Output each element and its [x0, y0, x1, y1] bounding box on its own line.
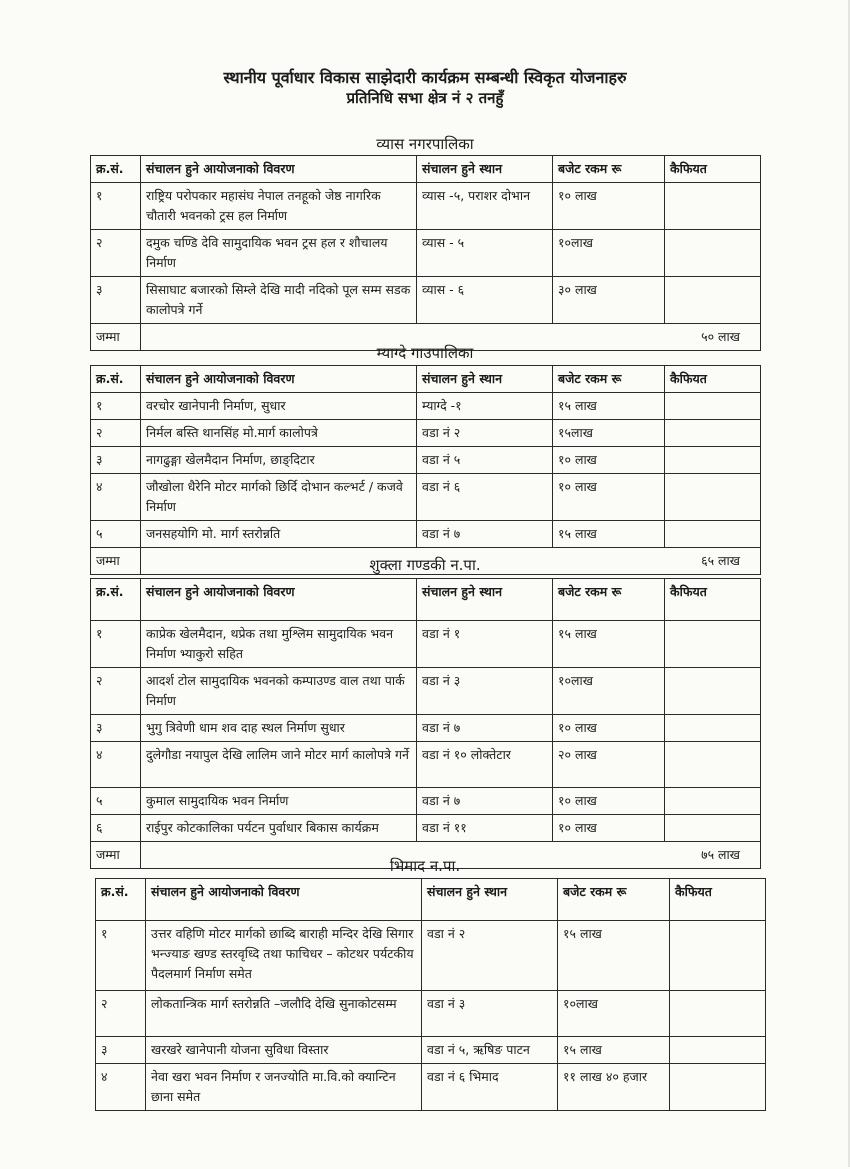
col-header-desc: संचालन हुने आयोजनाको विवरण [146, 879, 422, 921]
col-header-budget: बजेट रकम रू [553, 579, 665, 621]
total-label: जम्मा [91, 324, 141, 351]
table-row [91, 183, 761, 230]
cell-place: वडा नं २ [417, 420, 553, 447]
col-header-place: संचालन हुने स्थान [417, 156, 553, 183]
document-subtitle: प्रतिनिधि सभा क्षेत्र नं २ तनहुँ [346, 89, 504, 107]
cell-remarks [665, 420, 761, 447]
cell-budget: १० लाख [553, 715, 665, 742]
cell-desc: कुमाल सामुदायिक भवन निर्माण [141, 788, 417, 815]
document-title: स्थानीय पूर्वाधार विकास साझेदारी कार्यक्रम सम्बन्धी स्विकृत योजनाहरु [223, 68, 627, 87]
total-amount: ५० लाख [141, 324, 761, 351]
plan-table-shukla-gandaki [90, 578, 761, 869]
table-row [96, 1037, 766, 1064]
cell-desc: जौखोला धैरेनि मोटर मार्गको छिर्दि दोभान कल्भर्ट / कजवे निर्माण [141, 474, 417, 521]
cell-sn: २ [96, 991, 146, 1037]
table-row [96, 921, 766, 991]
cell-desc: दुलेगौडा नयापुल देखि लालिम जाने मोटर मार्ग कालोपत्रे गर्ने [141, 742, 417, 788]
col-header-budget: बजेट रकम रू [553, 366, 665, 393]
cell-place: वडा नं ३ [422, 991, 558, 1037]
col-header-sn: क्र.सं. [91, 579, 141, 621]
table-row [91, 420, 761, 447]
col-header-sn: क्र.सं. [91, 366, 141, 393]
cell-desc: दमुक चण्डि देवि सामुदायिक भवन ट्रस हल र शौचालय निर्माण [141, 230, 417, 277]
cell-place: वडा नं ६ भिमाद [422, 1064, 558, 1111]
cell-sn: २ [91, 420, 141, 447]
col-header-place: संचालन हुने स्थान [417, 366, 553, 393]
cell-sn: १ [91, 183, 141, 230]
table-row [91, 668, 761, 715]
cell-remarks [665, 474, 761, 521]
table-row [91, 277, 761, 324]
cell-place: वडा नं १० लोक्तेटार [417, 742, 553, 788]
cell-remarks [665, 815, 761, 842]
plan-table-vyas [90, 155, 761, 351]
cell-place: म्याग्दे -१ [417, 393, 553, 420]
col-header-remarks: कैफियत [665, 156, 761, 183]
cell-budget: १५ लाख [553, 621, 665, 668]
cell-place: व्यास - ५ [417, 230, 553, 277]
cell-budget: १० लाख [553, 474, 665, 521]
plan-table-myagde [90, 365, 761, 575]
cell-desc: लोकतान्त्रिक मार्ग स्तरोन्नति –जलौदि देखि सुनाकोटसम्म [146, 991, 422, 1037]
total-label: जम्मा [91, 548, 141, 575]
cell-sn: ४ [91, 742, 141, 788]
section-title-bhimad: भिमाद न.पा. [389, 857, 461, 875]
table-row [91, 715, 761, 742]
section-title-shukla-gandaki: शुक्ला गण्डकी न.पा. [369, 556, 481, 574]
table-row [91, 521, 761, 548]
cell-desc: आदर्श टोल सामुदायिक भवनको कम्पाउण्ड वाल तथा पार्क निर्माण [141, 668, 417, 715]
cell-place: वडा नं १ [417, 621, 553, 668]
col-header-budget: बजेट रकम रू [553, 156, 665, 183]
table-row [91, 788, 761, 815]
cell-place: वडा नं ५, ऋषिङ पाटन [422, 1037, 558, 1064]
cell-remarks [670, 1064, 766, 1111]
cell-sn: २ [91, 668, 141, 715]
cell-place: वडा नं ५ [417, 447, 553, 474]
cell-budget: ३० लाख [553, 277, 665, 324]
cell-sn: ५ [91, 788, 141, 815]
cell-remarks [665, 183, 761, 230]
cell-budget: १० लाख [553, 183, 665, 230]
cell-sn: ४ [91, 474, 141, 521]
total-label: जम्मा [91, 842, 141, 869]
cell-place: वडा नं ३ [417, 668, 553, 715]
col-header-budget: बजेट रकम रू [558, 879, 670, 921]
cell-remarks [665, 393, 761, 420]
cell-desc: वरचोर खानेपानी निर्माण, सुधार [141, 393, 417, 420]
cell-budget: १०लाख [558, 991, 670, 1037]
cell-remarks [665, 742, 761, 788]
cell-remarks [665, 788, 761, 815]
cell-sn: ४ [96, 1064, 146, 1111]
cell-remarks [670, 991, 766, 1037]
cell-remarks [670, 921, 766, 991]
cell-place: व्यास - ६ [417, 277, 553, 324]
col-header-sn: क्र.सं. [91, 156, 141, 183]
cell-budget: १५ लाख [553, 393, 665, 420]
table-row [91, 621, 761, 668]
col-header-desc: संचालन हुने आयोजनाको विवरण [141, 366, 417, 393]
cell-place: वडा नं ७ [417, 521, 553, 548]
col-header-desc: संचालन हुने आयोजनाको विवरण [141, 156, 417, 183]
table-header-row [91, 579, 761, 621]
cell-sn: ६ [91, 815, 141, 842]
cell-sn: १ [91, 621, 141, 668]
cell-desc: उत्तर वहिणि मोटर मार्गको छाब्दि बाराही मन्दिर देखि सिगार भन्ज्याङ खण्ड स्तरवृध्दि तथा फाचिधर – कोटथर पर्यटकीय पैदलमार्ग निर्माण समेत [146, 921, 422, 991]
table-row [91, 393, 761, 420]
cell-budget: १५ लाख [558, 1037, 670, 1064]
table-header-row [91, 156, 761, 183]
cell-desc: नागढुङ्गा खेलमैदान निर्माण, छाङ्दिटार [141, 447, 417, 474]
cell-budget: २० लाख [553, 742, 665, 788]
cell-place: व्यास -५, पराशर दोभान [417, 183, 553, 230]
col-header-remarks: कैफियत [670, 879, 766, 921]
table-row [91, 742, 761, 788]
table-header-row [96, 879, 766, 921]
cell-desc: खरखरे खानेपानी योजना सुविधा विस्तार [146, 1037, 422, 1064]
cell-remarks [665, 621, 761, 668]
cell-budget: १५लाख [553, 420, 665, 447]
cell-sn: १ [91, 393, 141, 420]
cell-budget: १०लाख [553, 230, 665, 277]
cell-desc: भुगु त्रिवेणी धाम शव दाह स्थल निर्माण सुधार [141, 715, 417, 742]
cell-place: वडा नं ६ [417, 474, 553, 521]
cell-remarks [665, 521, 761, 548]
cell-budget: १० लाख [553, 815, 665, 842]
col-header-place: संचालन हुने स्थान [422, 879, 558, 921]
cell-sn: १ [96, 921, 146, 991]
cell-sn: ३ [96, 1037, 146, 1064]
col-header-desc: संचालन हुने आयोजनाको विवरण [141, 579, 417, 621]
cell-place: वडा नं ७ [417, 715, 553, 742]
cell-budget: ११ लाख ४० हजार [558, 1064, 670, 1111]
cell-budget: १५ लाख [553, 521, 665, 548]
cell-desc: निर्मल बस्ति थानसिंह मो.मार्ग कालोपत्रे [141, 420, 417, 447]
cell-budget: १०लाख [553, 668, 665, 715]
col-header-remarks: कैफियत [665, 366, 761, 393]
cell-sn: ३ [91, 277, 141, 324]
cell-remarks [665, 447, 761, 474]
cell-budget: १५ लाख [558, 921, 670, 991]
section-title-vyas: व्यास नगरपालिका [376, 135, 474, 153]
cell-desc: राष्ट्रिय परोपकार महासंघ नेपाल तनहूको जेष्ठ नागरिक चौतारी भवनको ट्रस हल निर्माण [141, 183, 417, 230]
section-title-myagde: म्याग्दे गाउपालिका [376, 344, 474, 362]
cell-sn: ३ [91, 715, 141, 742]
cell-desc: सिसाघाट बजारको सिम्ले देखि मादी नदिको पूल सम्म सडक कालोपत्रे गर्ने [141, 277, 417, 324]
total-amount: ७५ लाख [141, 842, 761, 869]
cell-desc: काप्रेक खेलमैदान, थप्रेक तथा मुश्लिम सामुदायिक भवन निर्माण भ्याकुरो सहित [141, 621, 417, 668]
table-row [91, 447, 761, 474]
cell-remarks [665, 230, 761, 277]
cell-desc: राईपुर कोटकालिका पर्यटन पुर्वाधार बिकास कार्यक्रम [141, 815, 417, 842]
cell-remarks [665, 668, 761, 715]
table-row [91, 815, 761, 842]
col-header-remarks: कैफियत [665, 579, 761, 621]
cell-budget: १० लाख [553, 788, 665, 815]
table-row [91, 230, 761, 277]
cell-budget: १० लाख [553, 447, 665, 474]
cell-remarks [670, 1037, 766, 1064]
table-header-row [91, 366, 761, 393]
table-row [96, 1064, 766, 1111]
col-header-sn: क्र.सं. [96, 879, 146, 921]
plan-table-bhimad [95, 878, 766, 1111]
cell-place: वडा नं २ [422, 921, 558, 991]
cell-desc: नेवा खरा भवन निर्माण र जनज्योति मा.वि.को क्यान्टिन छाना समेत [146, 1064, 422, 1111]
total-amount: ६५ लाख [141, 548, 761, 575]
table-row [91, 474, 761, 521]
col-header-place: संचालन हुने स्थान [417, 579, 553, 621]
cell-sn: ५ [91, 521, 141, 548]
cell-place: वडा नं ११ [417, 815, 553, 842]
cell-remarks [665, 277, 761, 324]
cell-sn: २ [91, 230, 141, 277]
table-row [96, 991, 766, 1037]
cell-place: वडा नं ७ [417, 788, 553, 815]
cell-desc: जनसहयोगि मो. मार्ग स्तरोन्नति [141, 521, 417, 548]
cell-sn: ३ [91, 447, 141, 474]
cell-remarks [665, 715, 761, 742]
